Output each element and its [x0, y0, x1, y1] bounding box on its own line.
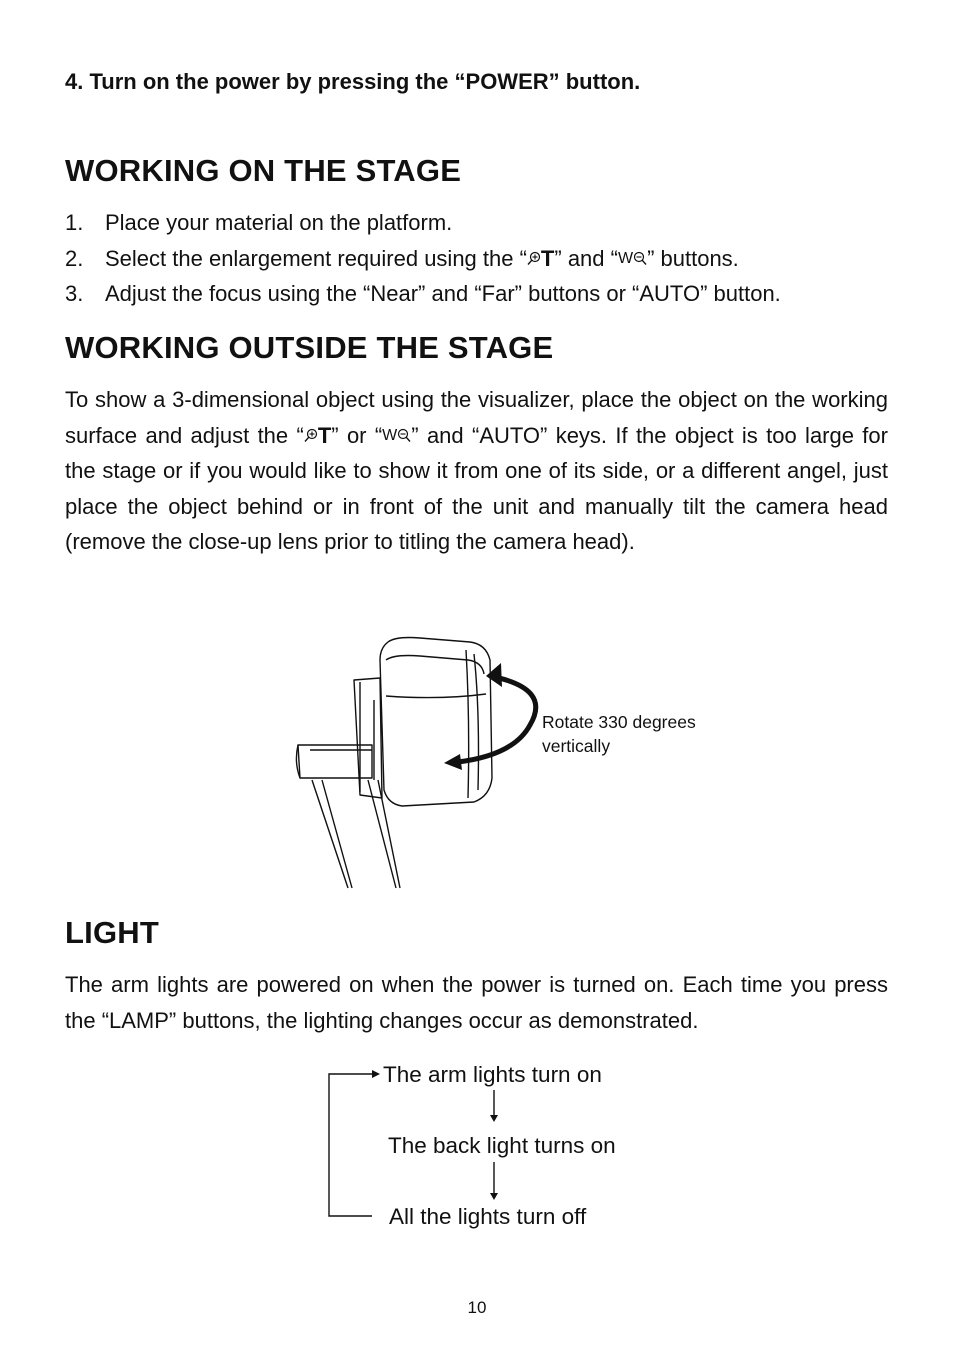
list-item: 2. Select the enlargement required using the “ T” and “W ” buttons. [65, 245, 739, 271]
zoom-in-icon [304, 428, 318, 444]
flow-step-arm-lights: The arm lights turn on [383, 1062, 602, 1087]
caption-line: Rotate 330 degrees [542, 712, 696, 732]
camera-head-illustration [290, 630, 560, 895]
zoom-out-icon [397, 428, 411, 444]
list-item: 3. Adjust the focus using the “Near” and “Far” buttons or “AUTO” button. [65, 281, 781, 306]
caption-line: vertically [542, 736, 611, 756]
flow-step-lights-off: All the lights turn off [389, 1204, 587, 1229]
stage-steps-list [65, 205, 781, 312]
light-paragraph: The arm lights are powered on when the power is turned on. Each time you press the “LAMP” buttons, the lighting changes occur as demonstrated. [65, 972, 888, 1033]
flow-step-back-light: The back light turns on [388, 1133, 616, 1158]
page-number: 10 [467, 1298, 487, 1317]
heading-light: LIGHT [65, 915, 159, 950]
list-item: 1. Place your material on the platform. [65, 210, 453, 235]
rotation-caption [542, 710, 696, 758]
zoom-out-icon [633, 251, 647, 267]
zoom-in-icon [527, 251, 541, 267]
heading-working-outside-stage: WORKING OUTSIDE THE STAGE [65, 330, 554, 365]
outside-stage-paragraph: To show a 3-dimensional object using the visualizer, place the object on the working surface and adjust the “ T” or “W ” and “AUTO” keys. If the object is too large for the stage or if you would like to show it from one of its side, or a different angel, just place the object behind or in front of the unit and manually tilt the camera head (remove the close-up lens prior to titling the camera head). [65, 387, 888, 555]
step-4-instruction: 4. Turn on the power by pressing the “POWER” button. [65, 69, 641, 94]
heading-working-on-stage: WORKING ON THE STAGE [65, 153, 462, 188]
